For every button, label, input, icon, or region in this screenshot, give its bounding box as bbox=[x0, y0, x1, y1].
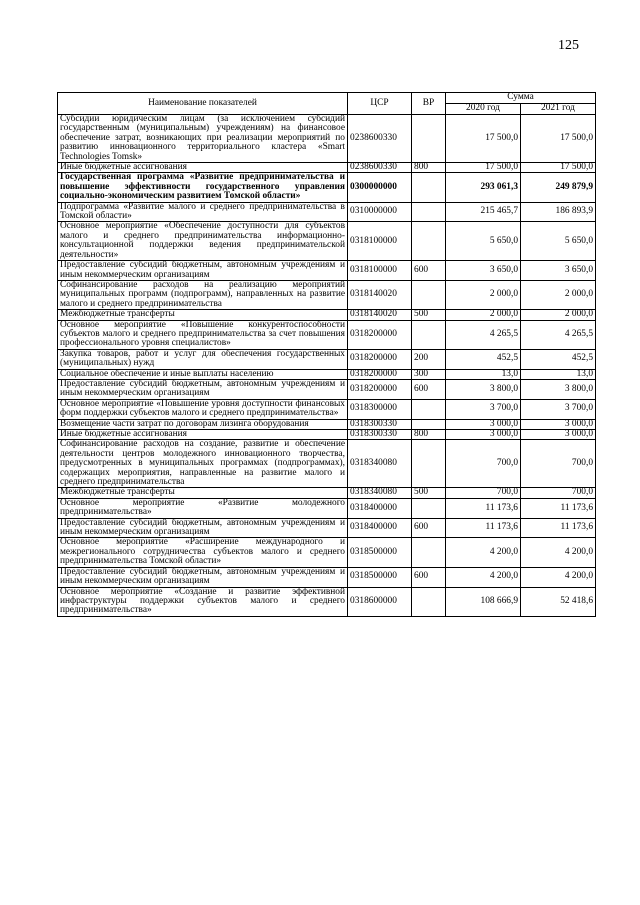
row-csr: 0318400000 bbox=[348, 498, 412, 518]
row-sum-2021: 2 000,0 bbox=[521, 310, 596, 320]
header-year-2021: 2021 год bbox=[521, 104, 596, 115]
row-csr: 0310000000 bbox=[348, 202, 412, 222]
row-name: Межбюджетные трансферты bbox=[58, 488, 348, 498]
row-name: Предоставление субсидий бюджетным, автономным учреждениям и иным некоммерческим организациям bbox=[58, 261, 348, 281]
row-csr: 0318200000 bbox=[348, 349, 412, 369]
row-sum-2020: 11 173,6 bbox=[446, 518, 521, 538]
row-sum-2020: 700,0 bbox=[446, 440, 521, 488]
row-vr: 600 bbox=[412, 567, 446, 587]
header-sum: Сумма bbox=[446, 93, 596, 104]
row-name: Софинансирование расходов на реализацию мероприятий муниципальных программ (подпрограмм), направленных на развитие малого и среднего предпринимательства bbox=[58, 280, 348, 309]
row-csr: 0318340080 bbox=[348, 440, 412, 488]
table-row bbox=[58, 587, 596, 616]
row-sum-2021: 4 200,0 bbox=[521, 538, 596, 567]
row-csr: 0318140020 bbox=[348, 310, 412, 320]
row-sum-2021: 4 265,5 bbox=[521, 320, 596, 349]
row-sum-2020: 4 200,0 bbox=[446, 567, 521, 587]
table-row bbox=[58, 163, 596, 173]
table-row bbox=[58, 498, 596, 518]
table-row bbox=[58, 115, 596, 163]
table-row bbox=[58, 173, 596, 202]
row-vr bbox=[412, 202, 446, 222]
budget-table bbox=[57, 92, 596, 617]
table-header bbox=[58, 93, 596, 115]
row-sum-2021: 3 800,0 bbox=[521, 379, 596, 399]
row-csr: 0318600000 bbox=[348, 587, 412, 616]
row-sum-2020: 452,5 bbox=[446, 349, 521, 369]
row-name: Иные бюджетные ассигнования bbox=[58, 163, 348, 173]
table-row bbox=[58, 419, 596, 429]
row-csr: 0318100000 bbox=[348, 222, 412, 261]
row-vr: 600 bbox=[412, 379, 446, 399]
row-vr bbox=[412, 115, 446, 163]
row-csr: 0238600330 bbox=[348, 115, 412, 163]
row-sum-2021: 700,0 bbox=[521, 440, 596, 488]
row-vr: 600 bbox=[412, 518, 446, 538]
row-vr bbox=[412, 280, 446, 309]
row-sum-2020: 3 000,0 bbox=[446, 419, 521, 429]
row-csr: 0318340080 bbox=[348, 488, 412, 498]
row-name: Возмещение части затрат по договорам лизинга оборудования bbox=[58, 419, 348, 429]
table-row bbox=[58, 440, 596, 488]
row-sum-2020: 3 650,0 bbox=[446, 261, 521, 281]
table-row bbox=[58, 202, 596, 222]
row-sum-2020: 293 061,3 bbox=[446, 173, 521, 202]
row-csr: 0318300330 bbox=[348, 419, 412, 429]
header-year-2020: 2020 год bbox=[446, 104, 521, 115]
row-vr: 500 bbox=[412, 310, 446, 320]
row-name: Закупка товаров, работ и услуг для обеспечения государственных (муниципальных) нужд bbox=[58, 349, 348, 369]
row-sum-2021: 249 879,9 bbox=[521, 173, 596, 202]
table-row bbox=[58, 518, 596, 538]
page-number: 125 bbox=[558, 38, 579, 53]
row-vr bbox=[412, 587, 446, 616]
row-sum-2020: 215 465,7 bbox=[446, 202, 521, 222]
row-vr bbox=[412, 399, 446, 419]
row-sum-2021: 17 500,0 bbox=[521, 115, 596, 163]
row-name: Основное мероприятие «Создание и развитие эффективной инфраструктуры поддержки субъектов малого и среднего предпринимательства» bbox=[58, 587, 348, 616]
table-row bbox=[58, 567, 596, 587]
row-vr bbox=[412, 440, 446, 488]
row-sum-2020: 3 700,0 bbox=[446, 399, 521, 419]
row-csr: 0318500000 bbox=[348, 567, 412, 587]
table-row bbox=[58, 320, 596, 349]
row-vr bbox=[412, 320, 446, 349]
row-name: Основное мероприятие «Повышение уровня доступности финансовых форм поддержки субъектов малого и среднего предпринимательства» bbox=[58, 399, 348, 419]
row-sum-2020: 11 173,6 bbox=[446, 498, 521, 518]
row-csr: 0318200000 bbox=[348, 320, 412, 349]
row-sum-2020: 17 500,0 bbox=[446, 163, 521, 173]
row-name: Основное мероприятие «Повышение конкурентоспособности субъектов малого и среднего предпринимательства за счет повышения профессионального уровня специалистов» bbox=[58, 320, 348, 349]
row-vr bbox=[412, 538, 446, 567]
row-csr: 0238600330 bbox=[348, 163, 412, 173]
row-csr: 0318200000 bbox=[348, 379, 412, 399]
row-sum-2020: 2 000,0 bbox=[446, 280, 521, 309]
row-sum-2021: 700,0 bbox=[521, 488, 596, 498]
row-sum-2021: 11 173,6 bbox=[521, 518, 596, 538]
row-sum-2021: 3 000,0 bbox=[521, 430, 596, 440]
row-csr: 0318140020 bbox=[348, 280, 412, 309]
row-sum-2020: 4 200,0 bbox=[446, 538, 521, 567]
row-csr: 0318500000 bbox=[348, 538, 412, 567]
row-csr: 0318300330 bbox=[348, 430, 412, 440]
row-name: Основное мероприятие «Развитие молодежного предпринимательства» bbox=[58, 498, 348, 518]
row-vr bbox=[412, 222, 446, 261]
table-row bbox=[58, 538, 596, 567]
row-name: Подпрограмма «Развитие малого и среднего предпринимательства в Томской области» bbox=[58, 202, 348, 222]
row-sum-2021: 3 650,0 bbox=[521, 261, 596, 281]
row-sum-2020: 5 650,0 bbox=[446, 222, 521, 261]
row-sum-2020: 2 000,0 bbox=[446, 310, 521, 320]
table-body bbox=[58, 115, 596, 617]
row-sum-2021: 17 500,0 bbox=[521, 163, 596, 173]
row-vr: 200 bbox=[412, 349, 446, 369]
row-vr bbox=[412, 419, 446, 429]
table-row bbox=[58, 399, 596, 419]
table-row bbox=[58, 222, 596, 261]
header-csr: ЦСР bbox=[348, 93, 412, 115]
row-sum-2020: 4 265,5 bbox=[446, 320, 521, 349]
row-vr: 800 bbox=[412, 163, 446, 173]
table-row bbox=[58, 379, 596, 399]
row-sum-2021: 452,5 bbox=[521, 349, 596, 369]
row-sum-2020: 3 000,0 bbox=[446, 430, 521, 440]
row-name: Межбюджетные трансферты bbox=[58, 310, 348, 320]
row-vr: 800 bbox=[412, 430, 446, 440]
row-name: Софинансирование расходов на создание, развитие и обеспечение деятельности центров молодежного инновационного творчества, предусмотренных в муниципальных программах (подпрограммах), содержащих мероприятия, направленные на развитие малого и среднего предпринимательства bbox=[58, 440, 348, 488]
header-vr: ВР bbox=[412, 93, 446, 115]
table-row bbox=[58, 310, 596, 320]
row-name: Социальное обеспечение и иные выплаты населению bbox=[58, 369, 348, 379]
header-name: Наименование показателей bbox=[58, 93, 348, 115]
row-sum-2021: 11 173,6 bbox=[521, 498, 596, 518]
row-name: Предоставление субсидий бюджетным, автономным учреждениям и иным некоммерческим организациям bbox=[58, 567, 348, 587]
table-row bbox=[58, 369, 596, 379]
table-row bbox=[58, 280, 596, 309]
row-csr: 0318300000 bbox=[348, 399, 412, 419]
row-sum-2021: 3 700,0 bbox=[521, 399, 596, 419]
row-name: Предоставление субсидий бюджетным, автономным учреждениям и иным некоммерческим организациям bbox=[58, 518, 348, 538]
table-row bbox=[58, 488, 596, 498]
row-sum-2020: 3 800,0 bbox=[446, 379, 521, 399]
row-sum-2021: 13,0 bbox=[521, 369, 596, 379]
row-sum-2021: 3 000,0 bbox=[521, 419, 596, 429]
row-vr bbox=[412, 173, 446, 202]
table-row bbox=[58, 261, 596, 281]
row-name: Субсидии юридическим лицам (за исключением субсидий государственным (муниципальным) учреждениям) на финансовое обеспечение затрат, возникающих при реализации мероприятий по развитию инновационного территориального кластера «Smart Technologies Tomsk» bbox=[58, 115, 348, 163]
row-name: Основное мероприятие «Обеспечение доступности для субъектов малого и среднего предпринимательства информационно-консультационной поддержки ведения предпринимательской деятельности» bbox=[58, 222, 348, 261]
row-name: Основное мероприятие «Расширение международного и межрегионального сотрудничества субъектов малого и среднего предпринимательства Томской области» bbox=[58, 538, 348, 567]
row-name: Предоставление субсидий бюджетным, автономным учреждениям и иным некоммерческим организациям bbox=[58, 379, 348, 399]
row-sum-2020: 13,0 bbox=[446, 369, 521, 379]
row-vr: 300 bbox=[412, 369, 446, 379]
row-sum-2021: 2 000,0 bbox=[521, 280, 596, 309]
row-csr: 0318200000 bbox=[348, 369, 412, 379]
row-sum-2021: 186 893,9 bbox=[521, 202, 596, 222]
row-vr bbox=[412, 498, 446, 518]
row-sum-2021: 5 650,0 bbox=[521, 222, 596, 261]
row-name: Государственная программа «Развитие предпринимательства и повышение эффективности государственного управления социально-экономическим развитием Томской области» bbox=[58, 173, 348, 202]
row-sum-2021: 52 418,6 bbox=[521, 587, 596, 616]
table-row bbox=[58, 349, 596, 369]
row-csr: 0318400000 bbox=[348, 518, 412, 538]
row-csr: 0300000000 bbox=[348, 173, 412, 202]
row-sum-2020: 17 500,0 bbox=[446, 115, 521, 163]
row-csr: 0318100000 bbox=[348, 261, 412, 281]
row-sum-2020: 108 666,9 bbox=[446, 587, 521, 616]
row-vr: 500 bbox=[412, 488, 446, 498]
row-sum-2021: 4 200,0 bbox=[521, 567, 596, 587]
row-name: Иные бюджетные ассигнования bbox=[58, 430, 348, 440]
row-vr: 600 bbox=[412, 261, 446, 281]
row-sum-2020: 700,0 bbox=[446, 488, 521, 498]
